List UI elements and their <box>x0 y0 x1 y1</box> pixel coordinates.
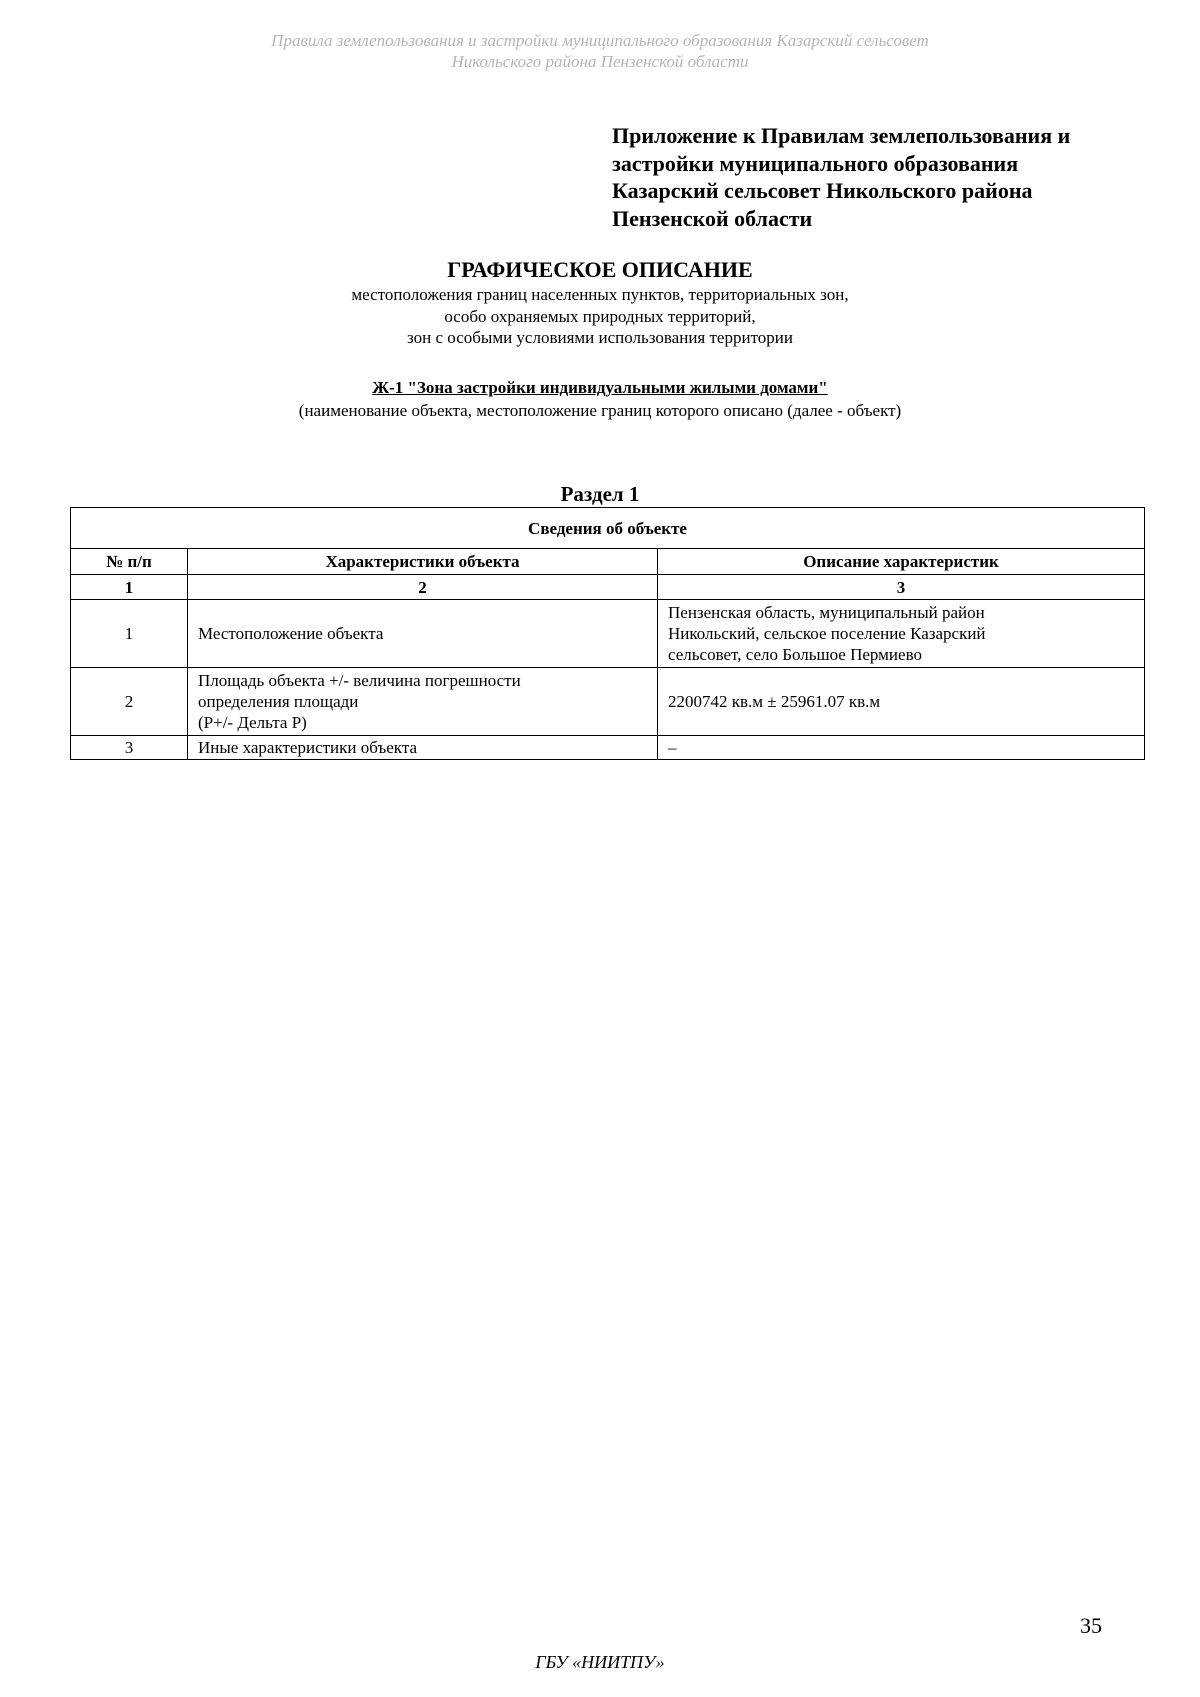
characteristic-line: определения площади <box>198 692 359 711</box>
section-title: Раздел 1 <box>560 482 640 506</box>
zone-note: (наименование объекта, местоположение границ которого описано (далее - объект) <box>298 401 902 420</box>
row-description <box>658 600 1145 668</box>
zone-name-text: Ж-1 "Зона застройки индивидуальными жилыми домами" <box>372 378 828 397</box>
appendix-line-1: Приложение к Правилам землепользования и <box>612 123 1071 148</box>
table-row <box>71 736 1145 760</box>
table-row <box>71 668 1145 736</box>
characteristic-line: (P+/- Дельта P) <box>198 713 307 732</box>
document-subtitle <box>0 284 1200 349</box>
row-number: 3 <box>71 736 188 760</box>
appendix-line-4: Пензенской области <box>612 205 813 231</box>
running-header <box>0 30 1200 72</box>
description-line: – <box>668 738 677 757</box>
subtitle-line-2: особо охраняемых природных территорий, <box>444 306 756 326</box>
table-caption: Сведения об объекте <box>71 508 1145 549</box>
characteristic-line: Иные характеристики объекта <box>198 738 418 757</box>
row-description <box>658 668 1145 736</box>
appendix-heading <box>612 122 1133 232</box>
subtitle-line-1: местоположения границ населенных пунктов, территориальных зон, <box>351 285 849 304</box>
running-header-line-1: Правила землепользования и застройки муниципального образования Казарский сельсовет <box>271 31 929 50</box>
header-characteristic: Характеристики объекта <box>188 549 658 575</box>
description-line: сельсовет, село Большое Пермиево <box>668 645 922 664</box>
header-description: Описание характеристик <box>658 549 1145 575</box>
row-description <box>658 736 1145 760</box>
page-footer: ГБУ «НИИТПУ» <box>535 1652 665 1672</box>
page-number: 35 <box>1080 1613 1102 1638</box>
characteristic-line: Площадь объекта +/- величина погрешности <box>198 671 521 690</box>
header-number: № п/п <box>71 549 188 575</box>
row-characteristic <box>188 736 658 760</box>
appendix-line-3: Казарский сельсовет Никольского района <box>612 178 1033 203</box>
row-characteristic <box>188 668 658 736</box>
column-number-2: 2 <box>188 575 658 600</box>
object-info-table <box>70 507 1145 760</box>
appendix-line-2: застройки муниципального образования <box>612 150 1019 176</box>
zone-name <box>0 378 1200 398</box>
table-row <box>71 600 1145 668</box>
row-characteristic <box>188 600 658 668</box>
table-header-row <box>71 549 1145 575</box>
row-number: 1 <box>71 600 188 668</box>
document-title: ГРАФИЧЕСКОЕ ОПИСАНИЕ <box>447 257 753 282</box>
subtitle-line-3: зон с особыми условиями использования территории <box>407 328 793 347</box>
column-number-3: 3 <box>658 575 1145 600</box>
description-line: 2200742 кв.м ± 25961.07 кв.м <box>668 692 881 711</box>
row-number: 2 <box>71 668 188 736</box>
table-caption-row <box>71 508 1145 549</box>
column-number-1: 1 <box>71 575 188 600</box>
description-line: Никольский, сельское поселение Казарский <box>668 624 986 643</box>
characteristic-line: Местоположение объекта <box>198 624 384 643</box>
description-line: Пензенская область, муниципальный район <box>668 603 985 622</box>
running-header-line-2: Никольского района Пензенской области <box>451 52 749 71</box>
table-column-number-row <box>71 575 1145 600</box>
